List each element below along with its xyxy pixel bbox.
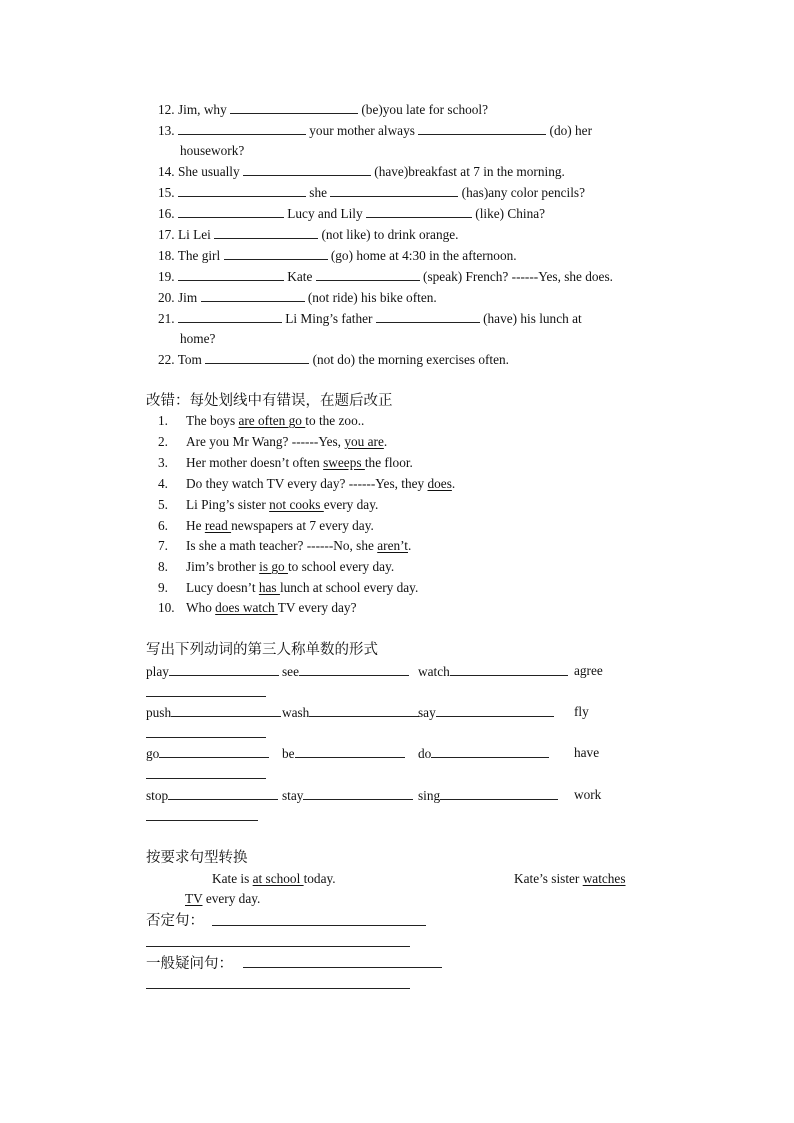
correction-item [158,476,455,492]
item-text: the floor. [364,455,413,470]
verb-word: be [282,746,295,761]
verb-word: agree [574,663,603,678]
question-number: 12. [158,102,175,117]
underlined-part: TV [185,891,203,906]
verb-item [418,745,549,762]
verb-word: stop [146,788,169,803]
question-item [158,163,565,180]
question-number: 21. [158,311,175,326]
question-text: she [309,185,328,200]
question-item [158,310,582,327]
verb-word: say [418,705,436,720]
item-number: 9. [158,580,168,595]
verb-word: stay [282,788,304,803]
item-text: Lucy doesn’t [186,580,259,595]
verb-word: sing [418,788,441,803]
verb-item [574,745,599,761]
answer-blank[interactable] [243,163,371,176]
sentence-text: every day. [202,891,261,906]
answer-blank[interactable] [295,745,405,758]
correction-item [158,434,387,450]
correction-item [158,580,418,596]
underlined-error: are often go [238,413,306,428]
question-text: (be)you late for school? [361,102,489,117]
verb-word: work [574,787,602,802]
underlined-error: you are [344,434,384,449]
question-text: (not do) the morning exercises often. [312,352,510,367]
underlined-part: at school [252,871,304,886]
answer-blank[interactable] [178,205,284,218]
answer-blank[interactable] [299,663,409,676]
item-text: Li Ping’s sister [186,497,270,512]
question-text: Tom [177,352,202,367]
question-text: Li Ming’s father [285,311,373,326]
question-sentence-label: 一般疑问句： [146,956,233,972]
question-item [158,351,509,368]
correction-item [158,600,356,616]
verb-item [418,704,554,721]
answer-blank[interactable] [376,310,480,323]
question-item [158,101,488,118]
section-heading-correction: 改错：每处划线中有错误，在题后改正 [146,393,393,409]
answer-blank[interactable] [224,247,328,260]
question-number: 18. [158,248,175,263]
question-text: (not like) to drink orange. [321,227,459,242]
item-text: . [451,476,456,491]
item-text: Jim’s brother [186,559,260,574]
underlined-error: does watch [215,600,278,615]
item-text: to the zoo.. [305,413,365,428]
question-text: (not ride) his bike often. [307,290,437,305]
question-text: She usually [177,164,240,179]
question-text: (has)any color pencils? [461,185,585,200]
answer-blank[interactable] [309,704,419,717]
answer-blank[interactable] [201,289,305,302]
question-item [158,268,613,285]
verb-item [418,787,558,804]
item-number: 1. [158,413,168,428]
verb-item [146,704,281,721]
section-heading-verbs: 写出下列动词的第三人称单数的形式 [146,642,378,658]
correction-item [158,455,413,471]
underlined-error: read [204,518,232,533]
item-number: 6. [158,518,168,533]
answer-blank[interactable] [169,663,279,676]
underlined-error: aren’t [377,538,408,553]
item-text: Her mother doesn’t often [186,455,324,470]
item-number: 4. [158,476,168,491]
underlined-error: not cooks [269,497,324,512]
item-text: The boys [186,413,239,428]
verb-item [146,787,278,804]
verb-item [574,787,601,803]
section-heading-transform: 按要求句型转换 [146,850,248,866]
answer-blank[interactable] [178,310,282,323]
verb-word: fly [574,704,589,719]
verb-item [282,787,413,804]
answer-blank[interactable] [159,745,269,758]
item-number: 8. [158,559,168,574]
item-text: to school every day. [287,559,395,574]
verb-item [574,663,603,679]
verb-word: wash [282,705,310,720]
answer-blank[interactable] [431,745,549,758]
answer-blank[interactable] [330,184,458,197]
correction-item [158,559,394,575]
answer-blank[interactable] [178,184,306,197]
answer-blank[interactable] [450,663,568,676]
verb-word: go [146,746,160,761]
answer-blank[interactable] [168,787,278,800]
question-number: 14. [158,164,175,179]
question-text: Lucy and Lily [287,206,363,221]
answer-rule[interactable] [146,737,266,738]
underlined-error: has [258,580,280,595]
verb-item [146,745,269,762]
question-item [158,184,585,201]
item-text: . [383,434,388,449]
answer-rule[interactable] [146,778,266,779]
correction-item [158,497,378,513]
answer-rule[interactable] [212,925,426,926]
item-text: Who [186,600,216,615]
question-text: Li Lei [177,227,211,242]
item-text: newspapers at 7 every day. [231,518,374,533]
answer-blank[interactable] [316,268,420,281]
question-text: The girl [177,248,221,263]
answer-blank[interactable] [205,351,309,364]
item-text: . [408,538,412,553]
verb-item [282,663,409,680]
answer-blank[interactable] [230,101,358,114]
question-number: 13. [158,123,175,138]
verb-word: play [146,664,169,679]
correction-item [158,413,364,429]
answer-blank[interactable] [436,704,554,717]
question-number: 17. [158,227,175,242]
question-text: (do) her [549,123,593,138]
question-text: (like) China? [475,206,546,221]
underlined-error: is go [259,559,288,574]
answer-blank[interactable] [178,122,306,135]
verb-word: do [418,746,432,761]
item-text: TV every day? [277,600,357,615]
transform-sentence-2 [514,871,626,887]
question-text: your mother always [309,123,415,138]
question-text: Jim, why [177,102,227,117]
underlined-error: sweeps [323,455,365,470]
question-item [158,205,545,222]
verb-item [146,663,279,680]
item-text: Do they watch TV every day? ------Yes, they [186,476,428,491]
verb-word: have [574,745,600,760]
item-text: He [186,518,205,533]
item-text: lunch at school every day. [279,580,419,595]
question-continuation: home? [180,331,216,346]
answer-blank[interactable] [303,787,413,800]
underlined-part: watches [582,871,626,886]
verb-item [418,663,568,680]
answer-rule[interactable] [243,967,442,968]
question-number: 16. [158,206,175,221]
question-item [158,226,458,243]
question-item [158,122,592,139]
verb-word: watch [418,664,450,679]
question-item [158,289,437,306]
item-number: 5. [158,497,168,512]
answer-rule[interactable] [146,696,266,697]
answer-rule[interactable] [146,988,410,989]
item-number: 3. [158,455,168,470]
question-number: 22. [158,352,175,367]
question-text: Kate [287,269,313,284]
correction-item [158,538,411,554]
answer-blank[interactable] [418,122,546,135]
verb-word: push [146,705,172,720]
sentence-text: today. [303,871,336,886]
item-number: 7. [158,538,168,553]
question-text: (have)breakfast at 7 in the morning. [374,164,565,179]
transform-sentence-1 [212,871,336,887]
correction-item [158,518,374,534]
item-text: every day. [323,497,379,512]
answer-blank[interactable] [171,704,281,717]
underlined-error: does [427,476,452,491]
verb-word: see [282,664,299,679]
transform-sentence-2-cont [185,891,260,907]
sentence-text: Kate’s sister [514,871,583,886]
question-number: 19. [158,269,175,284]
item-number: 2. [158,434,168,449]
item-number: 10. [158,600,175,615]
question-item [158,247,517,264]
sentence-text: Kate is [212,871,253,886]
item-text: Is she a math teacher? ------No, she [186,538,378,553]
answer-rule[interactable] [146,820,258,821]
question-continuation: housework? [180,143,245,158]
verb-item [574,704,589,720]
verb-item [282,704,419,721]
answer-rule[interactable] [146,946,410,947]
item-text: Are you Mr Wang? ------Yes, [186,434,345,449]
question-number: 15. [158,185,175,200]
question-text: (go) home at 4:30 in the afternoon. [330,248,517,263]
verb-item [282,745,405,762]
question-text: (speak) French? ------Yes, she does. [423,269,613,284]
question-number: 20. [158,290,175,305]
answer-blank[interactable] [214,226,318,239]
answer-blank[interactable] [366,205,472,218]
negative-sentence-label: 否定句： [146,913,204,929]
answer-blank[interactable] [440,787,558,800]
answer-blank[interactable] [178,268,284,281]
question-text: (have) his lunch at [483,311,582,326]
question-text: Jim [177,290,198,305]
